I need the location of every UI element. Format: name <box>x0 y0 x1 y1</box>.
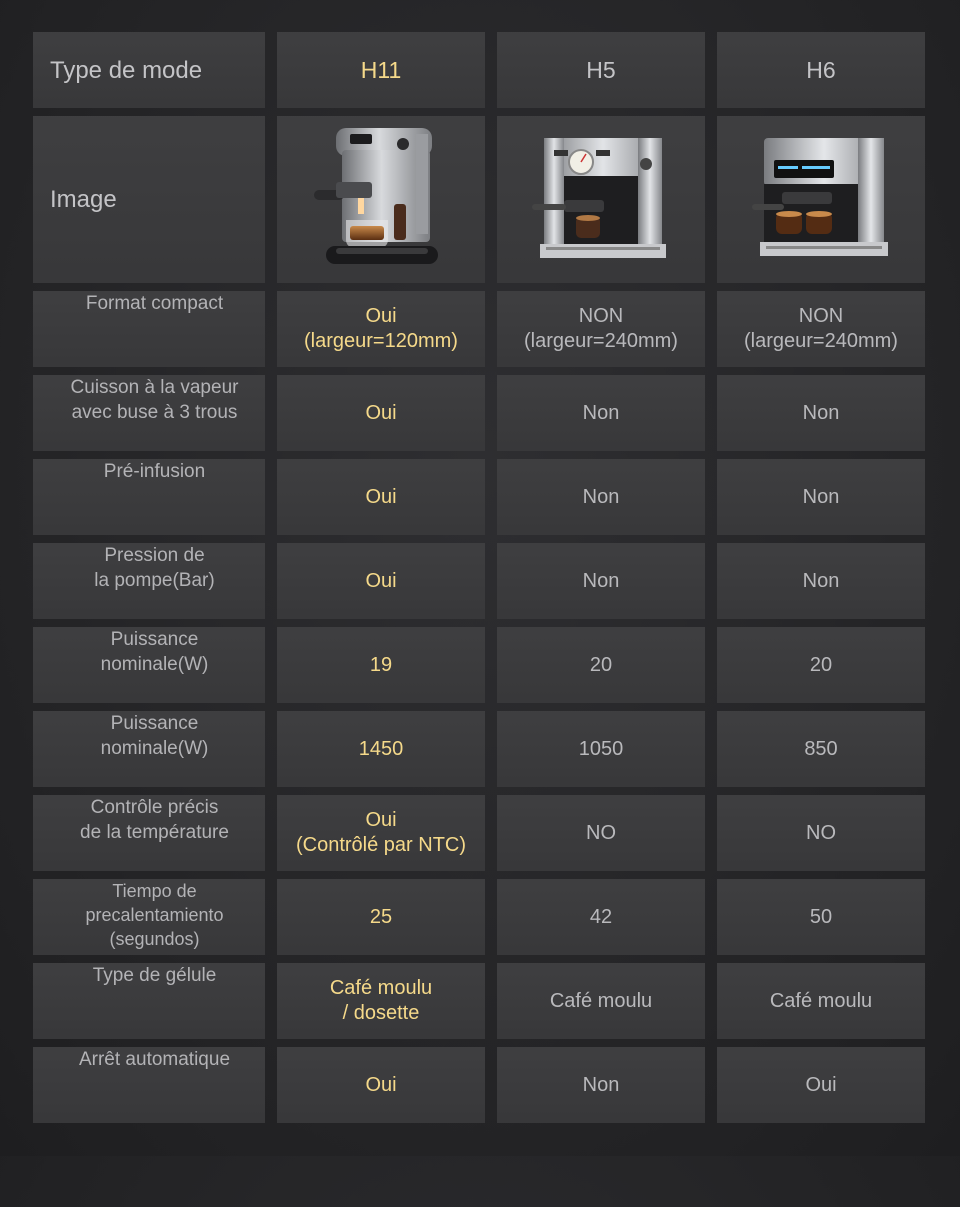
value-line: NON <box>578 305 624 327</box>
h6-value-compact <box>717 291 925 367</box>
feature-label-line: Puissance <box>110 713 199 734</box>
h5-value-capsule-type: Café moulu <box>497 963 705 1039</box>
feature-label-line: de la température <box>80 822 229 843</box>
h11-value-preheat-time: 25 <box>277 879 485 955</box>
feature-label-line: nominale(W) <box>100 738 209 759</box>
value-line: Café moulu <box>329 977 433 999</box>
feature-label-line: Pression de <box>104 545 205 566</box>
feature-label-line: Contrôle précis <box>90 797 219 818</box>
h5-coffee-machine-image <box>526 120 676 280</box>
model-h6-header: H6 <box>717 32 925 108</box>
feature-label-temperature-control <box>33 795 265 871</box>
h6-value-preinfusion: Non <box>717 459 925 535</box>
h6-value-temperature-control: NO <box>717 795 925 871</box>
feature-label-line: Tiempo de <box>112 881 197 901</box>
h11-value-steam: Oui <box>277 375 485 451</box>
feature-label-line: Format compact <box>85 293 224 314</box>
feature-label-auto-off <box>33 1047 265 1123</box>
h6-value-rated-power-2: 850 <box>717 711 925 787</box>
value-line: Oui <box>365 809 397 831</box>
image-row-label: Image <box>33 116 265 283</box>
feature-label-preinfusion <box>33 459 265 535</box>
h5-value-steam: Non <box>497 375 705 451</box>
h11-coffee-machine-image <box>306 120 456 280</box>
h11-value-pump-pressure: Oui <box>277 543 485 619</box>
h6-coffee-machine-image <box>746 120 896 280</box>
feature-label-capsule-type <box>33 963 265 1039</box>
feature-label-line: Arrêt automatique <box>78 1049 231 1070</box>
h6-value-rated-power-1: 20 <box>717 627 925 703</box>
feature-label-line: avec buse à 3 trous <box>71 402 238 423</box>
value-line: Oui <box>365 305 397 327</box>
h5-value-preinfusion: Non <box>497 459 705 535</box>
h5-value-pump-pressure: Non <box>497 543 705 619</box>
feature-label-preheat-time <box>33 879 265 955</box>
h11-value-rated-power-2: 1450 <box>277 711 485 787</box>
h6-value-preheat-time: 50 <box>717 879 925 955</box>
h11-value-compact <box>277 291 485 367</box>
h5-value-compact <box>497 291 705 367</box>
comparison-table <box>33 32 925 1207</box>
h11-value-capsule-type <box>277 963 485 1039</box>
value-line: NON <box>798 305 844 327</box>
h5-value-temperature-control: NO <box>497 795 705 871</box>
h6-value-steam: Non <box>717 375 925 451</box>
feature-label-line: nominale(W) <box>100 654 209 675</box>
value-line: / dosette <box>342 1002 420 1024</box>
h5-value-preheat-time: 42 <box>497 879 705 955</box>
feature-label-rated-power-2 <box>33 711 265 787</box>
value-line: (largeur=240mm) <box>744 330 898 352</box>
h5-image-cell <box>497 116 705 283</box>
header-label: Type de mode <box>33 32 265 108</box>
h6-value-auto-off: Oui <box>717 1047 925 1123</box>
value-line: (Contrôlé par NTC) <box>295 834 467 856</box>
value-line: (largeur=240mm) <box>524 330 678 352</box>
h5-value-rated-power-2: 1050 <box>497 711 705 787</box>
h6-value-pump-pressure: Non <box>717 543 925 619</box>
feature-label-pump-pressure <box>33 543 265 619</box>
h11-value-auto-off: Oui <box>277 1047 485 1123</box>
h6-value-capsule-type: Café moulu <box>717 963 925 1039</box>
feature-label-line: la pompe(Bar) <box>94 570 215 591</box>
h11-value-temperature-control <box>277 795 485 871</box>
feature-label-compact <box>33 291 265 367</box>
h11-value-preinfusion: Oui <box>277 459 485 535</box>
h6-image-cell <box>717 116 925 283</box>
h5-value-auto-off: Non <box>497 1047 705 1123</box>
feature-label-line: precalentamiento <box>85 905 224 925</box>
feature-label-line: Pré-infusion <box>103 461 206 482</box>
model-h11-header: H11 <box>277 32 485 108</box>
feature-label-line: Puissance <box>110 629 199 650</box>
feature-label-steam <box>33 375 265 451</box>
feature-label-rated-power-1 <box>33 627 265 703</box>
feature-label-line: Cuisson à la vapeur <box>70 377 239 398</box>
h5-value-rated-power-1: 20 <box>497 627 705 703</box>
value-line: (largeur=120mm) <box>304 330 458 352</box>
feature-label-line: (segundos) <box>109 929 200 949</box>
h11-image-cell <box>277 116 485 283</box>
h11-value-rated-power-1: 19 <box>277 627 485 703</box>
model-h5-header: H5 <box>497 32 705 108</box>
feature-label-line: Type de gélule <box>92 965 217 986</box>
